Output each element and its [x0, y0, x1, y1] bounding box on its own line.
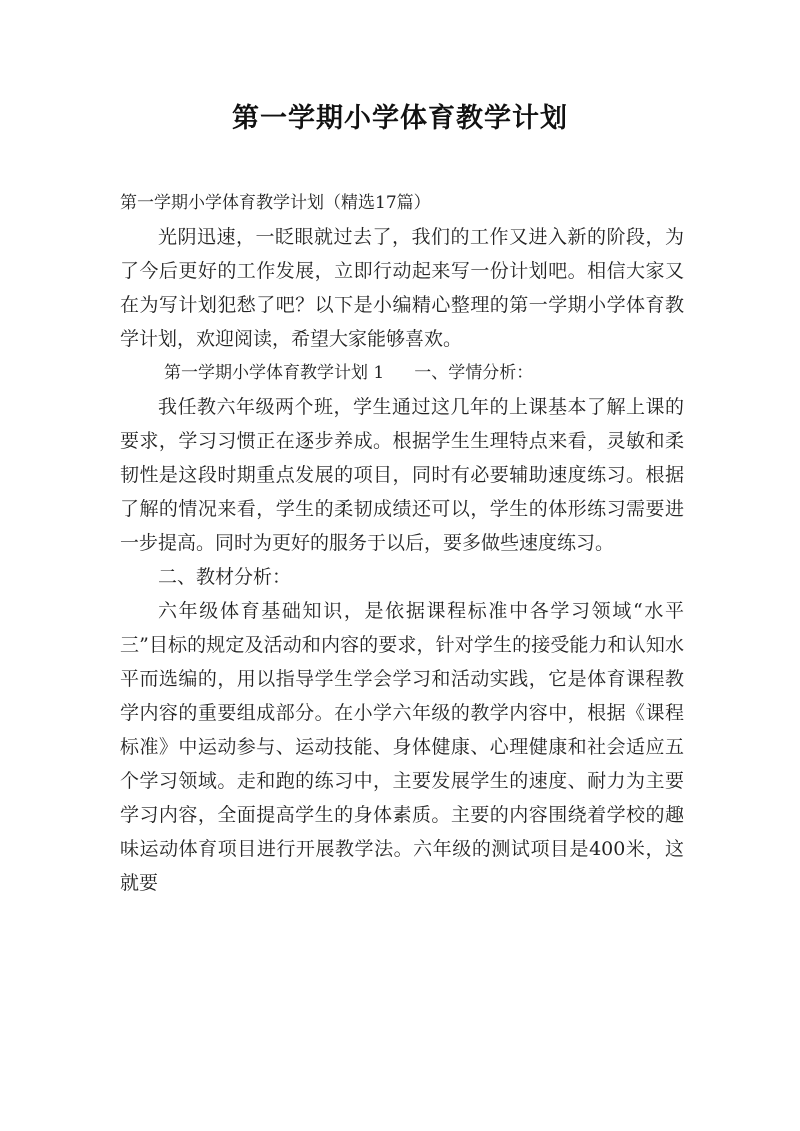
section1-paragraph: 我任教六年级两个班，学生通过这几年的上课基本了解上课的要求，学习习惯正在逐步养成。根据学生生理特点来看，灵敏和柔韧性是这段时期重点发展的项目，同时有必要辅助速度练习。根据了解的情况来看，学生的柔韧成绩还可以，学生的体形练习需要进一步提高。同时为更好的服务于以后，要多做些速度练习。 — [120, 396, 684, 554]
intro-paragraph: 光阴迅速，一眨眼就过去了，我们的工作又进入新的阶段，为了今后更好的工作发展，立即行动起来写一份计划吧。相信大家又在为写计划犯愁了吧？以下是小编精心整理的第一学期小学体育教学计划，欢迎阅读，希望大家能够喜欢。 — [120, 226, 684, 350]
document-body — [120, 186, 684, 900]
plan-heading-line — [120, 356, 684, 390]
plan-label: 第一学期小学体育教学计划 1 — [164, 363, 385, 383]
section2-paragraph: 六年级体育基础知识，是依据课程标准中各学习领域“水平三”目标的规定及活动和内容的要求，针对学生的接受能力和认知水平而选编的，用以指导学生学会学习和活动实践，它是体育课程教学内容的重要组成部分。在小学六年级的教学内容中，根据《课程标准》中运动参与、运动技能、身体健康、心理健康和社会适应五个学习领域。走和跑的练习中，主要发展学生的速度、耐力为主要学习内容，全面提高学生的身体素质。主要的内容围绕着学校的趣味运动体育项目进行开展教学法。六年级的测试项目是400米，这就要 — [120, 600, 684, 894]
section1-heading: 一、学情分析： — [414, 363, 534, 383]
document-subtitle: 第一学期小学体育教学计划（精选17篇） — [120, 193, 431, 213]
section2-heading: 二、教材分析： — [158, 566, 292, 588]
document-title: 第一学期小学体育教学计划 — [232, 103, 568, 134]
